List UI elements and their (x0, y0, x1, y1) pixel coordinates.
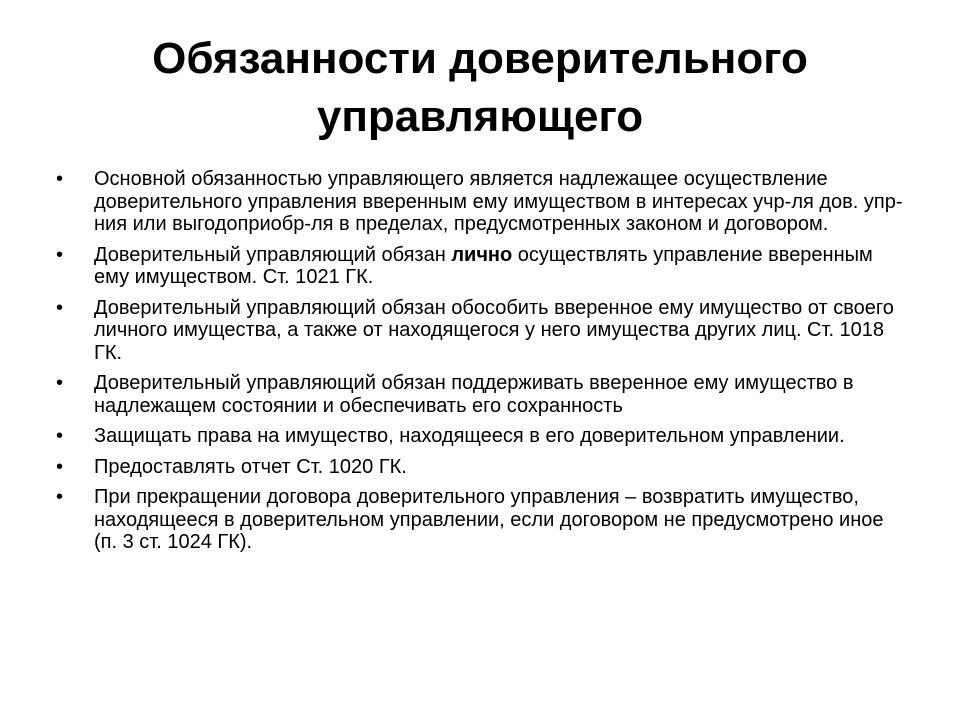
bullet-marker: • (56, 372, 64, 394)
bullet-item (56, 297, 906, 365)
bullet-text (94, 244, 873, 289)
bullet-item (56, 425, 906, 448)
bullet-item (56, 168, 906, 236)
bullet-marker: • (56, 168, 64, 190)
bullet-text: Доверительный управляющий обязан обособить вверенное ему имущество от своего личного имущества, а также от находящегося у него имущества других лиц. Ст. 1018 ГК. (94, 296, 894, 364)
bullet-text: Предоставлять отчет Ст. 1020 ГК. (94, 455, 407, 478)
bullet-text: Доверительный управляющий обязан поддерживать вверенное ему имущество в надлежащем состоянии и обеспечивать его сохранность (94, 372, 854, 417)
bullet-marker: • (56, 296, 64, 319)
bullet-marker: • (56, 243, 64, 266)
bullet-text: При прекращении договора доверительного управления – возвратить имущество, находящееся в доверительном управлении, если договором не предусмотрено иное (п. 3 ст. 1024 ГК). (94, 486, 884, 553)
bullet-text-part: Доверительный управляющий обязан (94, 243, 452, 266)
bullet-text: Основной обязанностью управляющего является надлежащее осуществление доверительного управления вверенным ему имуществом в интересах учр-ля дов. упр-ния или выгодоприобр-ля в пределах, предусмотренных законом и договором. (94, 168, 903, 235)
bullet-text-emphasis: лично (451, 243, 513, 266)
bullet-item (56, 456, 906, 479)
bullet-marker: • (56, 455, 64, 478)
slide-title-line-2: управляющего (316, 92, 644, 141)
bullet-text-part: осуществлять управление вверенным ему имуществом. Ст. 1021 ГК. (94, 243, 873, 288)
bullet-item (56, 486, 906, 554)
slide-title (40, 30, 920, 146)
bullet-text: Защищать права на имущество, находящееся в его доверительном управлении. (94, 425, 845, 447)
bullet-marker: • (56, 425, 64, 447)
slide-title-line-1: Обязанности доверительного (152, 34, 808, 83)
bullet-item (56, 244, 906, 289)
bullet-list (56, 168, 906, 562)
bullet-item (56, 372, 906, 417)
bullet-marker: • (56, 486, 64, 508)
